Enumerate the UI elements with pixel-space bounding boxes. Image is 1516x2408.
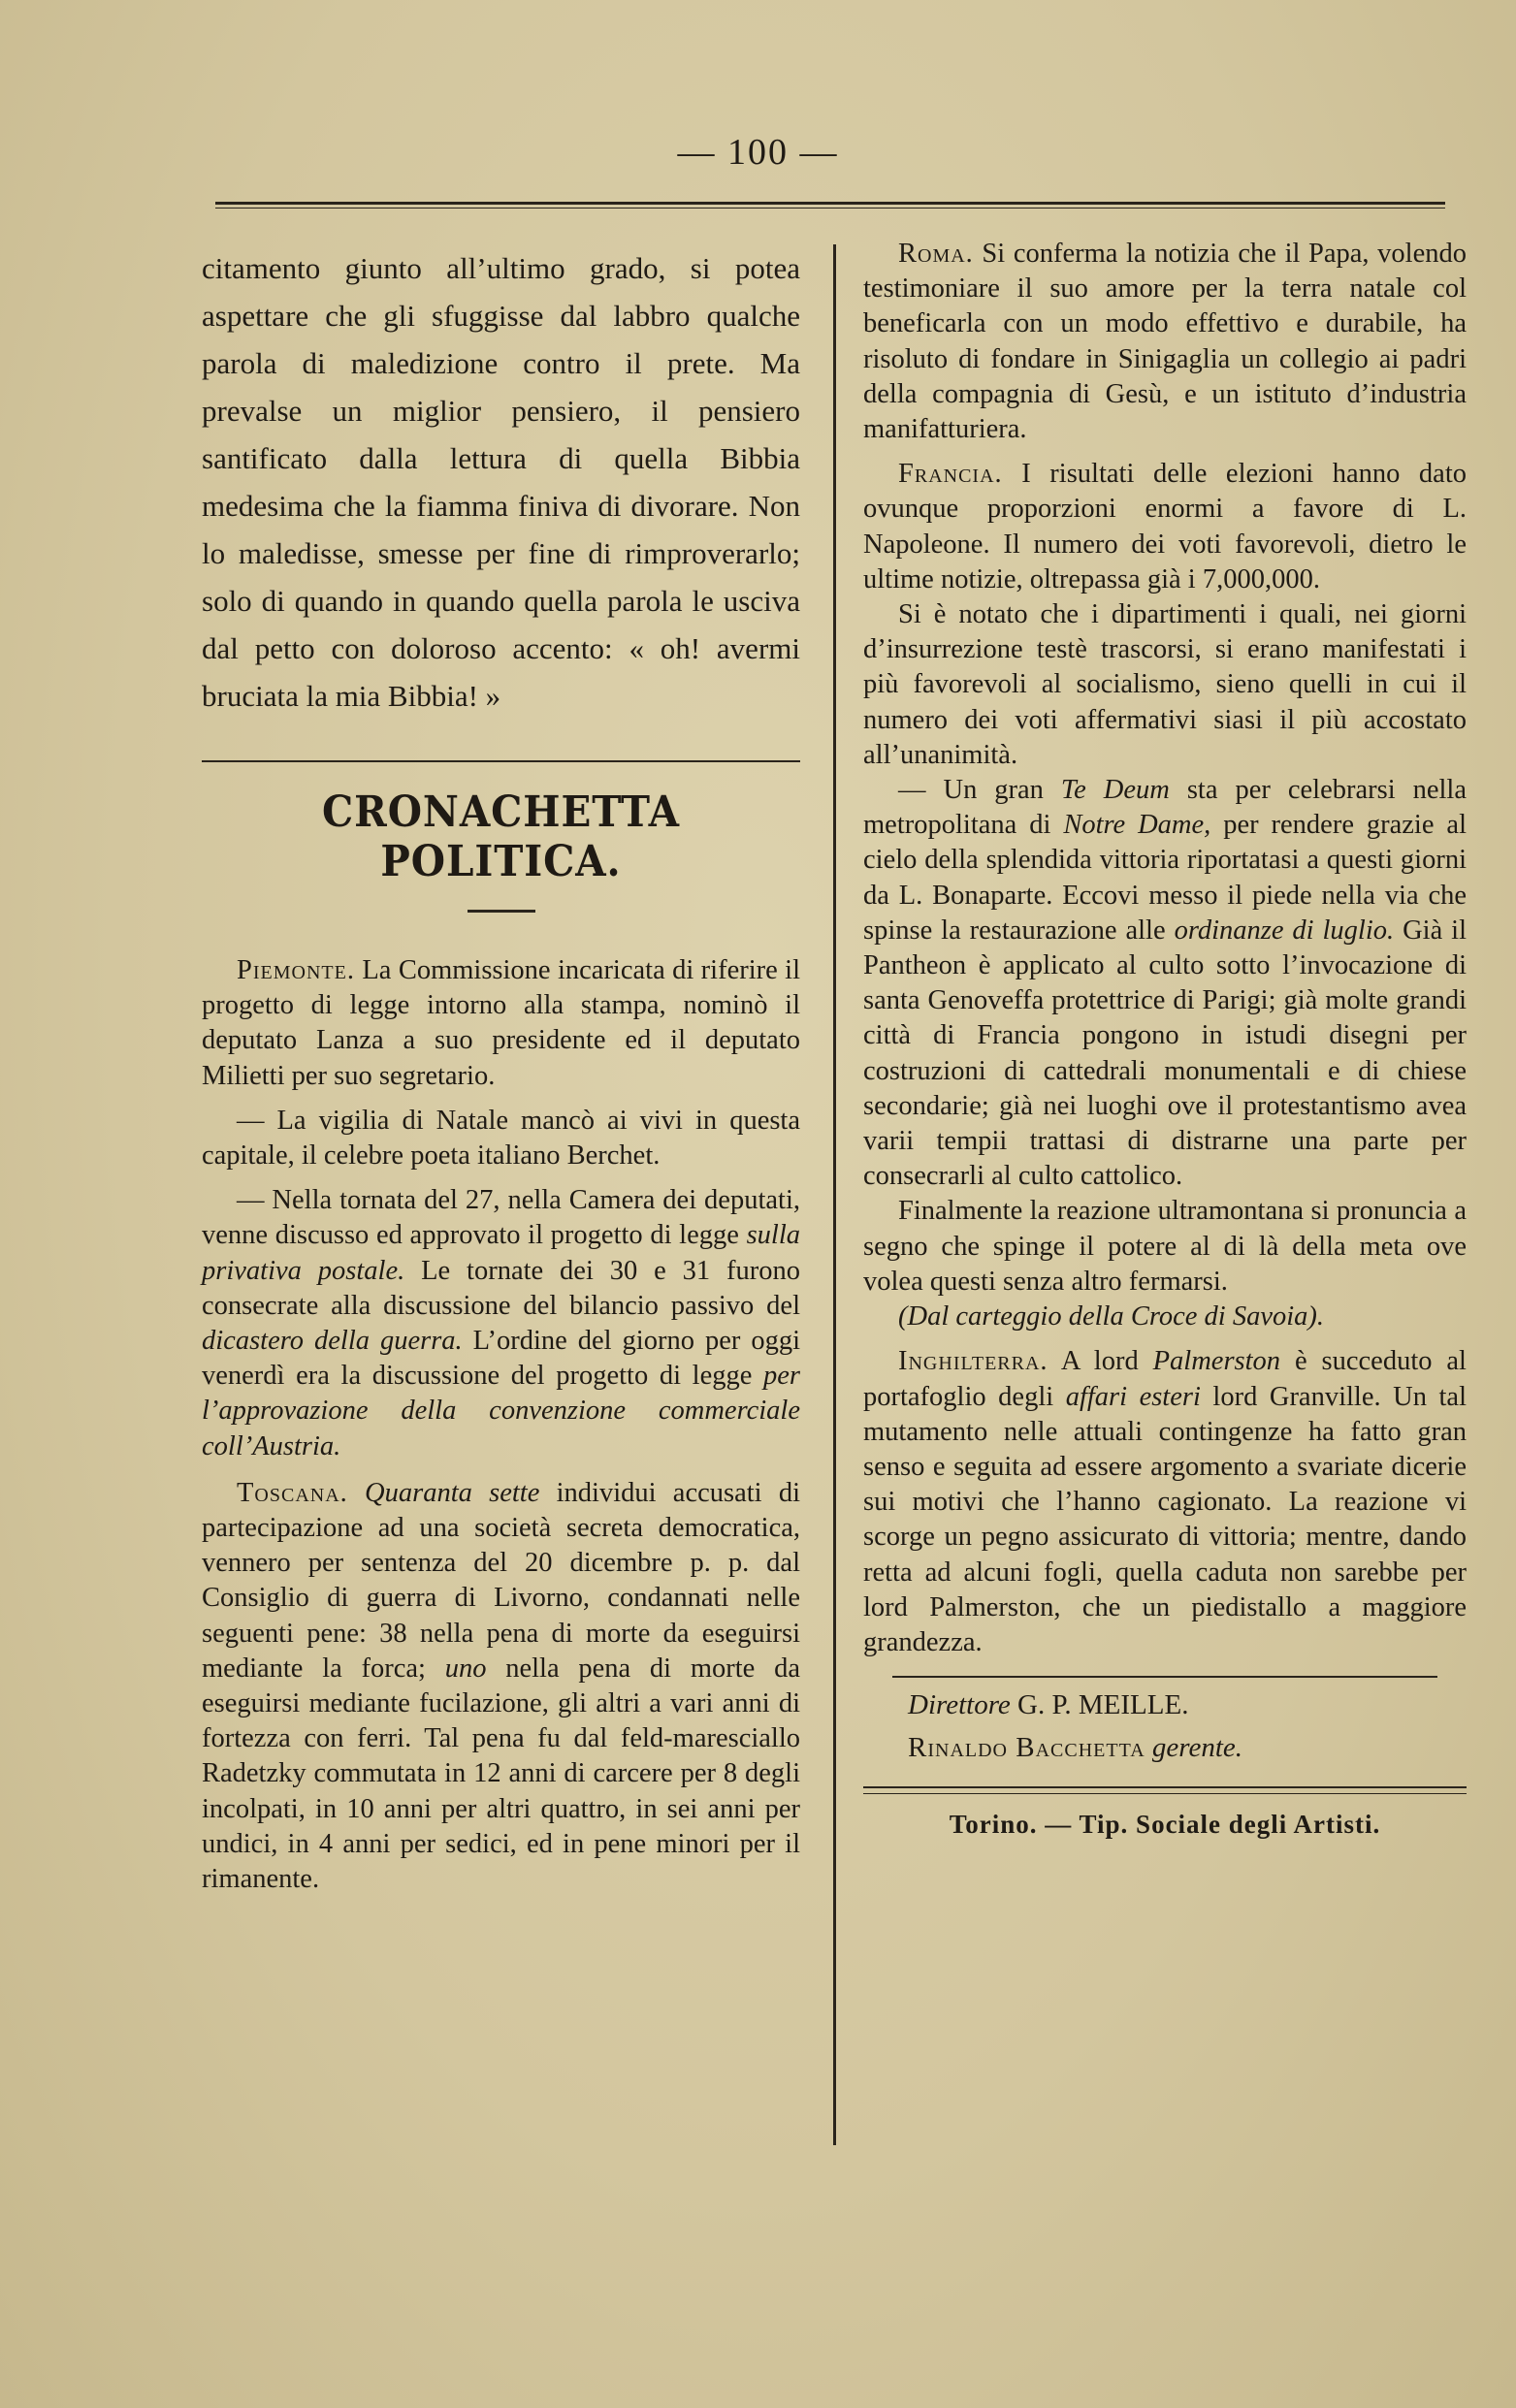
article-italic: Palmerston (1152, 1346, 1281, 1377)
article-italic: uno (444, 1653, 487, 1684)
article-italic: ordinanze di luglio. (1174, 915, 1395, 946)
article-francia-elezioni: Si è notato che i dipartimenti i quali, nei giorni d’insurrezione testè trascorsi, si erano manifestati i più favorevoli al socialismo, sieno quelli in cui il numero dei voti affermativi siasi il più accostato all’unanimità. (863, 599, 1467, 770)
article-text: A lord (1048, 1346, 1153, 1377)
column-divider (833, 244, 836, 2145)
signature-director (863, 1684, 1467, 1726)
page-number: — 100 — (677, 132, 839, 173)
article-francia-reazione: Finalmente la reazione ultramontana si pronuncia a segno che spinge il potere al di là della meta ove volea questi senza altro fermarsi. (863, 1196, 1467, 1297)
article-inghilterra (863, 1344, 1467, 1660)
article-italic: Notre Dame, (1063, 810, 1211, 841)
article-text: La Commissione incaricata di riferire il progetto di legge intorno alla stampa, nominò il deputato Lanza a suo presidente ed il deputato Milietti per suo segretario. (202, 955, 800, 1091)
director-label: Direttore (908, 1689, 1011, 1721)
header-rule-thin (215, 208, 1445, 209)
article-italic: per l’approvazione della convenzione commerciale coll’Austria. (202, 1361, 800, 1461)
imprint-rule-thin (863, 1793, 1467, 1794)
article-text: sta per celebrarsi nella metropolitana di (863, 775, 1467, 841)
imprint-rule (863, 1786, 1467, 1788)
article-italic: Te Deum (1060, 775, 1170, 806)
article-francia (863, 457, 1467, 597)
article-text: — Nella tornata del 27, nella Camera dei deputati, venne discusso ed approvato il progetto di legge (202, 1185, 800, 1251)
article-italic: dicastero della guerra. (202, 1326, 463, 1357)
director-name: G. P. MEILLE. (1017, 1689, 1189, 1721)
article-toscana (202, 1476, 800, 1897)
article-italic: sulla privativa postale. (202, 1220, 800, 1286)
right-column (863, 237, 1467, 1840)
article-text: Già il Pantheon è applicato al culto sotto l’invocazione di santa Genoveffa protettrice di Parigi; già molte grandi città di Francia pongono in istudi disegni per costruzioni di cattedrali monumentali e di chiese secondarie; già nei luoghi ove il protestantismo avea varii tempii trattasi di distrarne una parte per consecrarli al culto cattolico. (863, 915, 1467, 1192)
printer-imprint: Torino. — Tip. Sociale degli Artisti. (949, 1810, 1381, 1840)
article-text: per rendere grazie al cielo della splendida vittoria riportatasi a questi giorni da L. Bonaparte. Eccovi messo il piede nella via che spinse la restaurazione alle (863, 810, 1467, 946)
article-francia-tedeum (863, 773, 1467, 1194)
manager-label: gerente. (1151, 1732, 1243, 1764)
article-text: Le tornate dei 30 e 31 furono consecrate alla discussione del bilancio passivo del (202, 1255, 800, 1321)
article-text: L’ordine del giorno per oggi venerdì era la discussione del progetto di legge (202, 1326, 800, 1392)
article-heading-roma: Roma. (898, 239, 974, 269)
article-heading-toscana: Toscana. (237, 1477, 348, 1508)
article-text: è succeduto al portafoglio degli (863, 1346, 1467, 1412)
article-roma (863, 237, 1467, 447)
article-text: lord Granville. Un tal mutamento nelle attuali contingenze ha fatto gran senso e seguita ad essere argomento a svariate dicerie sui motivi che l’hanno cagionato. La reazione vi scorge un pegno assicurato di vittoria; mentre, dando retta ad alcuni fogli, quella caduta non sarebbe per lord Palmerston, che un piedistallo a maggiore grandezza. (863, 1381, 1467, 1657)
article-piemonte-berchet: — La vigilia di Natale mancò ai vivi in questa capitale, il celebre poeta italiano Berchet. (202, 1105, 800, 1172)
article-piemonte-camera (202, 1183, 800, 1464)
signature-rule (892, 1676, 1437, 1678)
article-heading-piemonte: Piemonte. (237, 955, 355, 985)
section-separator (202, 760, 800, 762)
article-source: (Dal carteggio della Croce di Savoia). (898, 1301, 1325, 1332)
header-rule (215, 202, 1445, 205)
article-text: I risultati delle elezioni hanno dato ovunque proporzioni enormi a favore di L. Napoleone. Il numero dei voti favorevoli, dietro le ultime notizie, oltrepassa già i 7,000,000. (863, 459, 1467, 594)
manager-name: Rinaldo Bacchetta (908, 1732, 1145, 1764)
article-italic: affari esteri (1065, 1381, 1201, 1412)
story-continuation: citamento giunto all’ultimo grado, si potea aspettare che gli sfuggisse dal labbro qualche parola di maledizione contro il prete. Ma prevalse un miglior pensiero, il pensiero santificato dalla lettura di quella Bibbia medesima che la fiamma finiva di divorare. Non lo maledisse, smesse per fine di rimproverarlo; solo di quando in quando quella parola le usciva dal petto con doloroso accento: « oh! avermi bruciata la mia Bibbia! » (202, 251, 800, 713)
section-title: CRONACHETTA POLITICA. (322, 787, 680, 886)
article-text: Si conferma la notizia che il Papa, volendo testimoniare il suo amore per la terra natale col beneficarla con un modo effettivo e durabile, ha risoluto di fondare in Sinigaglia un collegio ai padri della compagnia di Gesù, e un istituto d’industria manifatturiera. (863, 239, 1467, 445)
article-italic: Quaranta sette (365, 1477, 540, 1508)
article-piemonte (202, 953, 800, 1094)
article-heading-francia: Francia. (898, 459, 1003, 490)
signature-manager (863, 1726, 1467, 1769)
title-underline (468, 910, 535, 913)
article-heading-inghilterra: Inghilterra. (898, 1346, 1048, 1377)
article-text: individui accusati di partecipazione ad una società secreta democratica, vennero per sentenza del 20 dicembre p. p. dal Consiglio di guerra di Livorno, condannati nelle seguenti pene: 38 nella pena di morte da eseguirsi mediante la forca; (202, 1477, 801, 1684)
left-column (202, 244, 800, 1897)
article-text: nella pena di morte da eseguirsi mediante fucilazione, gli altri a vari anni di fortezza con ferri. Tal pena fu dal feld-maresciallo Radetzky commutata in 12 anni di carcere per 8 degli incolpati, in 10 anni per altri quattro, in sei anni per undici, in 4 anni per sedici, ed in pene minori per il rimanente. (202, 1653, 800, 1895)
article-text: — Un gran (898, 775, 1061, 806)
